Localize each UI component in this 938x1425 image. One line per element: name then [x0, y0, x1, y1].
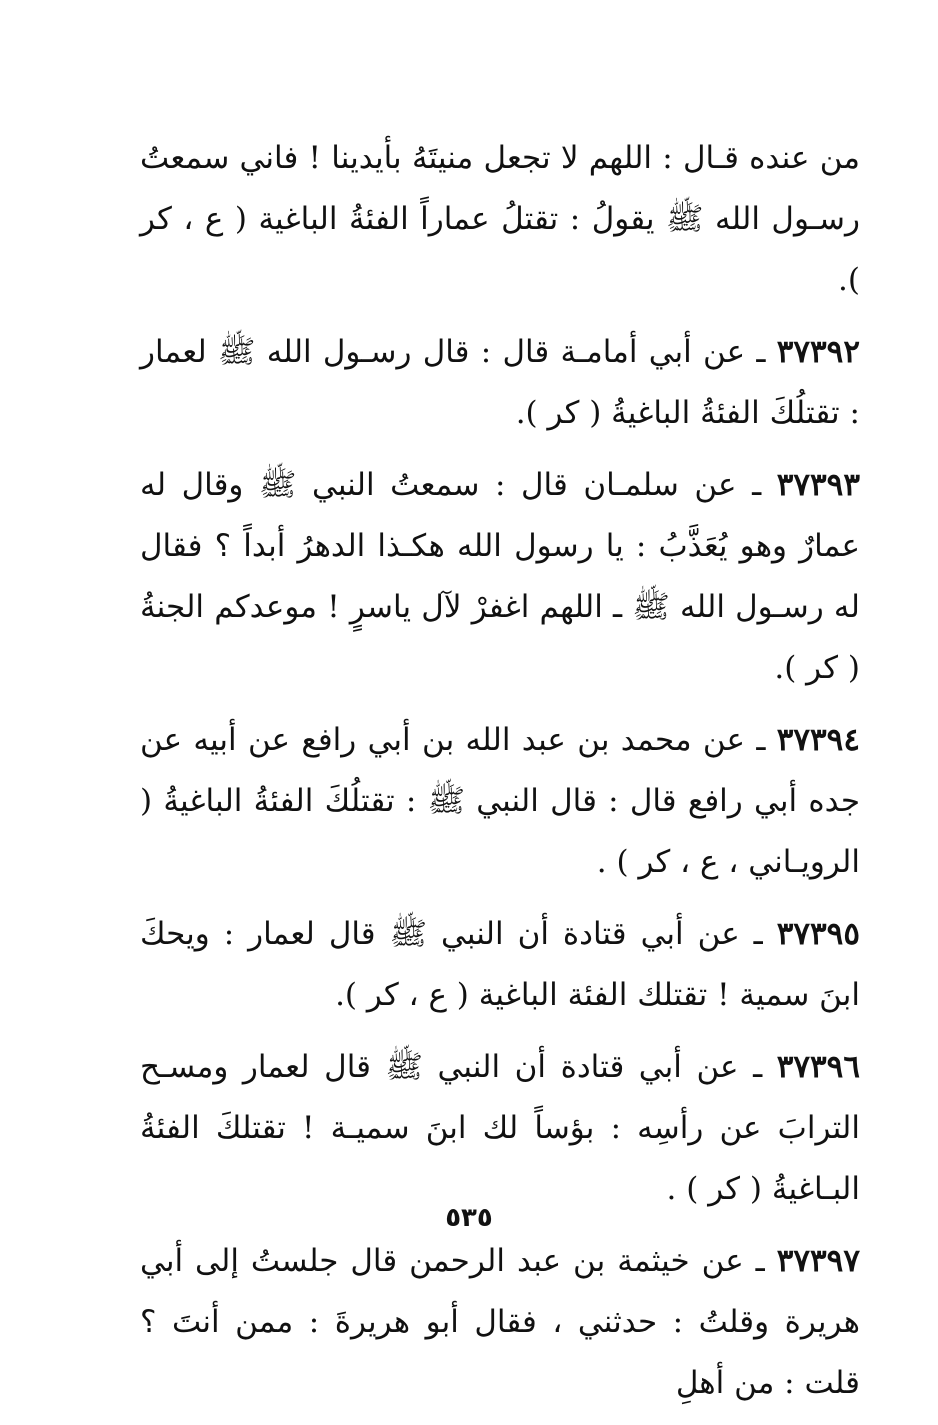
paragraph-continuation — [140, 128, 860, 311]
hadith-text: ـ عن محمد بن عبد الله بن أبي رافع عن أبيه عن جده أبي رافع قال : قال النبي ﷺ : تقتلُكَ الفئةُ الباغيةُ ( الرويـاني ، ع ، كر ) . — [140, 722, 860, 880]
hadith-37396 — [140, 1037, 860, 1220]
hadith-37392 — [140, 322, 860, 444]
hadith-text: ـ عن أبي أمامـة قال : قال رسـول الله ﷺ لعمار : تقتلُكَ الفئةُ الباغيةُ ( كر ). — [140, 334, 860, 431]
hadith-number: ٣٧٣٩٢ — [776, 334, 860, 370]
hadith-number: ٣٧٣٩٧ — [776, 1243, 860, 1279]
hadith-37397 — [140, 1231, 860, 1414]
paragraph-text: من عنده قـال : اللهم لا تجعل منيتَهُ بأيدينا ! فاني سمعتُ رسـول الله ﷺ يقولُ : تقتلُ عماراً الفئةُ الباغية ( ع ، كر ). — [140, 140, 860, 298]
hadith-number: ٣٧٣٩٦ — [776, 1049, 860, 1085]
hadith-number: ٣٧٣٩٣ — [776, 467, 860, 503]
page-number: ٥٣٥ — [445, 1203, 493, 1233]
hadith-37393 — [140, 455, 860, 699]
hadith-text: ـ عن سلمـان قال : سمعتُ النبي ﷺ وقال له عمارٌ وهو يُعَذَّبُ : يا رسول الله هكـذا الدهرُ أبداً ؟ فقال له رسـول الله ﷺ ـ اللهم اغفرْ لآل ياسرٍ ! موعدكم الجنةُ ( كر ). — [140, 467, 860, 686]
hadith-number: ٣٧٣٩٥ — [776, 916, 860, 952]
hadith-37394 — [140, 710, 860, 893]
hadith-number: ٣٧٣٩٤ — [776, 722, 860, 758]
hadith-text: ـ عن خيثمة بن عبد الرحمن قال جلستُ إلى أبي هريرة وقلتُ : حدثني ، فقال أبو هريرةَ : ممن أنتَ ؟ قلت : من أهلِ — [140, 1243, 860, 1401]
hadith-text: ـ عن أبي قتادة أن النبي ﷺ قال لعمار : ويحكَ ابنَ سمية ! تقتلك الفئة الباغية ( ع ، كر ). — [140, 916, 860, 1013]
hadith-37395 — [140, 904, 860, 1026]
hadith-text: ـ عن أبي قتادة أن النبي ﷺ قال لعمار ومسـح الترابَ عن رأسِه : بؤساً لك ابنَ سميـة ! تقتلكَ الفئةُ البـاغيةُ ( كر ) . — [140, 1049, 860, 1207]
